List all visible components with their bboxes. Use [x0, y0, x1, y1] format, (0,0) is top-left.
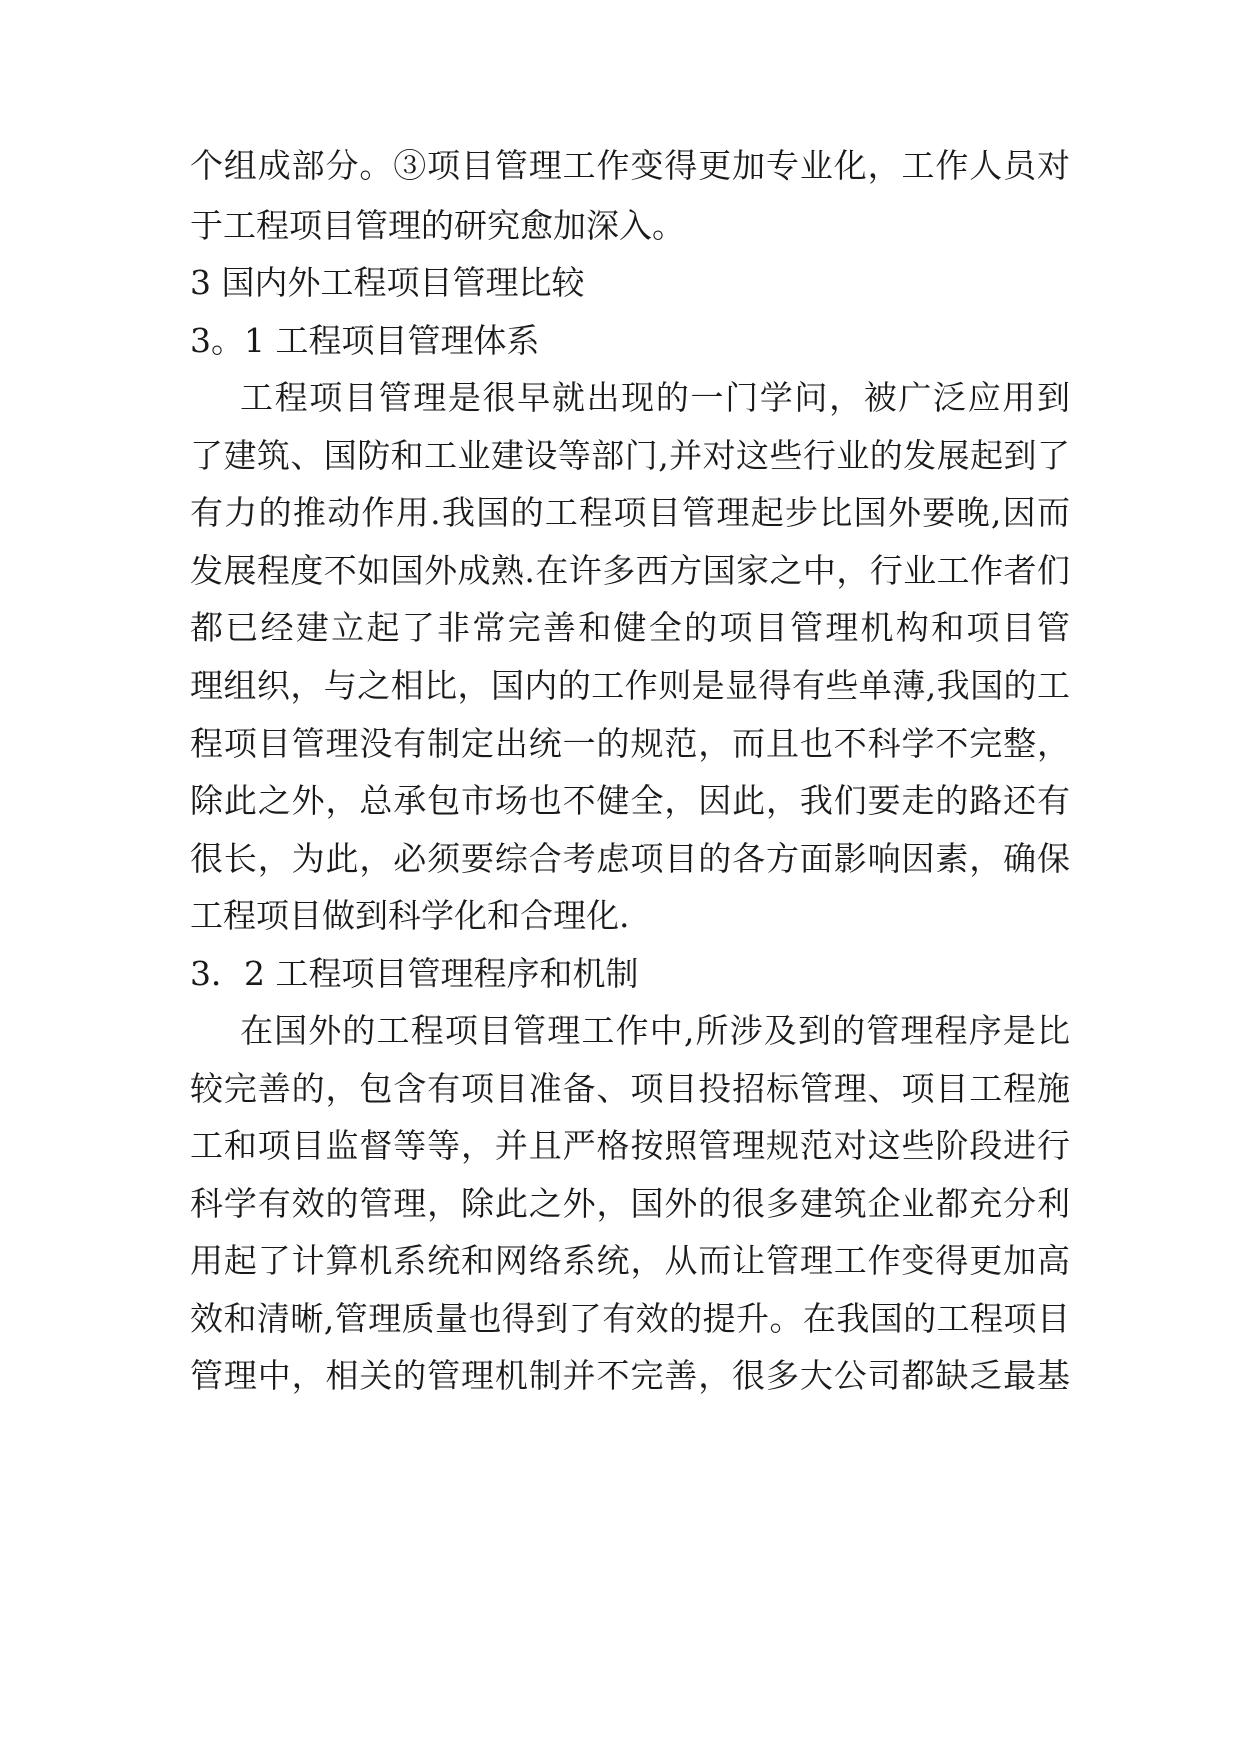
paragraph-line: 效和清晰,管理质量也得到了有效的提升。在我国的工程项目 [190, 1299, 1070, 1338]
paragraph-line: 有力的推动作用.我国的工程项目管理起步比国外要晚,因而 [190, 493, 1070, 532]
paragraph-line: 较完善的，包含有项目准备、项目投招标管理、项目工程施 [190, 1069, 1070, 1108]
paragraph-line: 工程项目做到科学化和合理化. [190, 896, 630, 935]
paragraph-line: 除此之外，总承包市场也不健全，因此，我们要走的路还有 [190, 781, 1070, 820]
paragraph-line: 工程项目管理是很早就出现的一门学问，被广泛应用到 [240, 378, 1070, 417]
subsection-heading: 3。1 工程项目管理体系 [190, 321, 540, 360]
paragraph-line: 都已经建立起了非常完善和健全的项目管理机构和项目管 [190, 608, 1070, 647]
paragraph-line: 科学有效的管理，除此之外，国外的很多建筑企业都充分利 [190, 1184, 1070, 1223]
paragraph-line: 了建筑、国防和工业建设等部门,并对这些行业的发展起到了 [190, 436, 1070, 475]
paragraph-line: 管理中，相关的管理机制并不完善，很多大公司都缺乏最基 [190, 1356, 1070, 1395]
paragraph-line: 理组织，与之相比，国内的工作则是显得有些单薄,我国的工 [190, 666, 1070, 705]
paragraph-line: 用起了计算机系统和网络系统，从而让管理工作变得更加高 [190, 1241, 1070, 1280]
paragraph-line: 发展程度不如国外成熟.在许多西方国家之中，行业工作者们 [190, 551, 1070, 590]
paragraph-line: 工和项目监督等等，并且严格按照管理规范对这些阶段进行 [190, 1126, 1070, 1165]
paragraph-line: 个组成部分。③项目管理工作变得更加专业化，工作人员对 [190, 146, 1070, 185]
paragraph-line: 程项目管理没有制定出统一的规范，而且也不科学不完整， [190, 724, 1070, 763]
section-heading: 3 国内外工程项目管理比较 [190, 263, 585, 302]
subsection-heading: 3．2 工程项目管理程序和机制 [190, 954, 639, 993]
paragraph-line: 在国外的工程项目管理工作中,所涉及到的管理程序是比 [240, 1011, 1070, 1050]
paragraph-line: 很长，为此，必须要综合考虑项目的各方面影响因素，确保 [190, 839, 1070, 878]
paragraph-line: 于工程项目管理的研究愈加深入。 [190, 206, 685, 245]
